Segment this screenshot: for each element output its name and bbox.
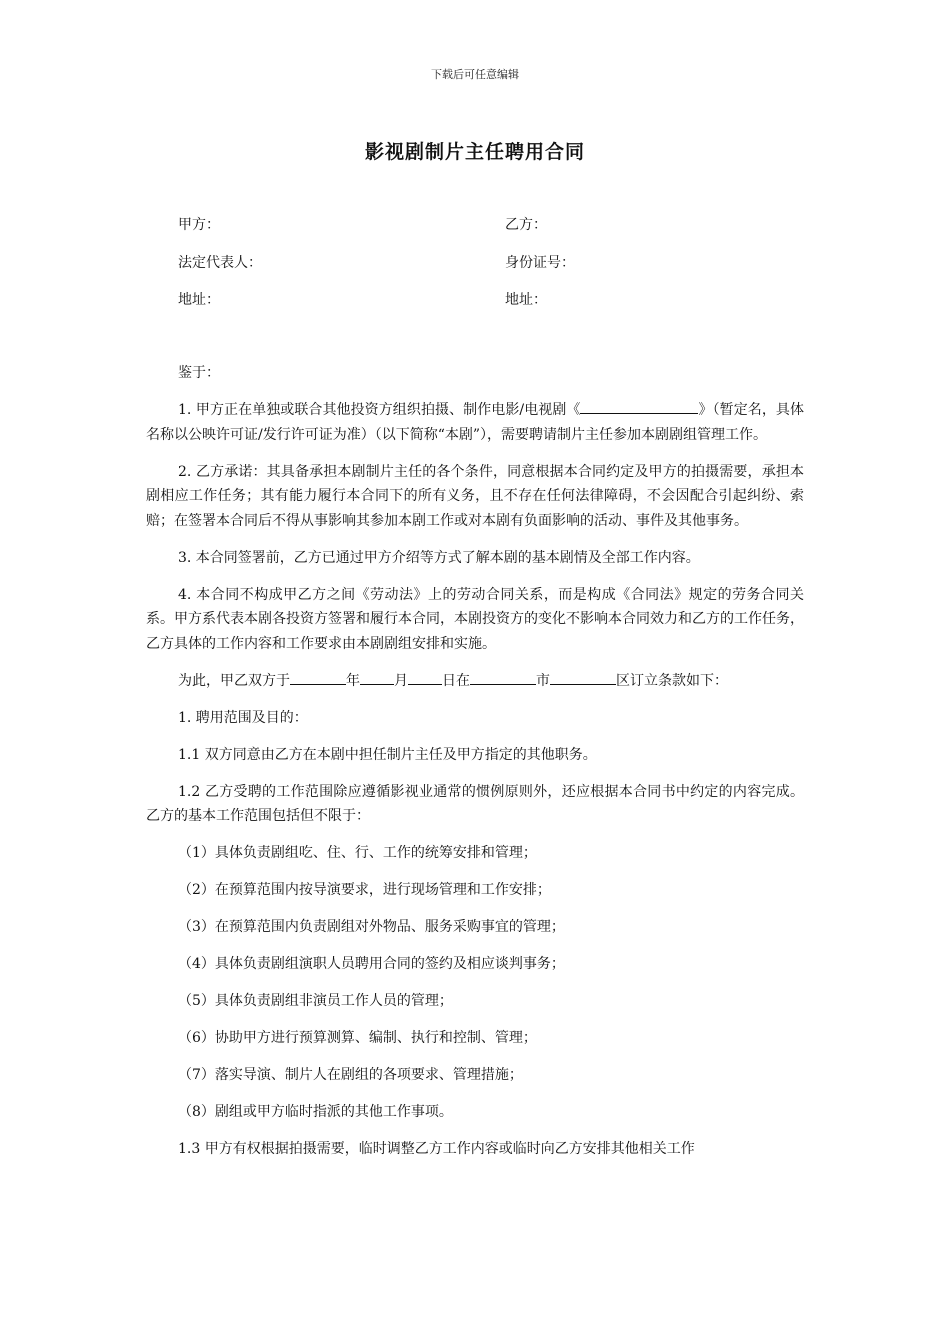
address-a-label: 地址：: [178, 292, 220, 308]
agreement-line: [146, 669, 804, 694]
agreement-text-1: 为此，甲乙双方于: [178, 672, 290, 689]
clause-1-3: 1.3 甲方有权根据拍摄需要，临时调整乙方工作内容或临时向乙方安排其他相关工作: [178, 1141, 695, 1157]
page-header: 下载后可任意编辑: [431, 68, 519, 81]
recital-1: [146, 398, 804, 447]
clause-1-2: 1.2 乙方受聘的工作范围除应遵循影视业通常的惯例原则外，还应根据本合同书中约定的内容完成。乙方的基本工作范围包括但不限于：: [146, 783, 804, 824]
district-blank: [550, 669, 616, 685]
recital-2: 2. 乙方承诺：其具备承担本剧制片主任的各个条件，同意根据本合同约定及甲方的拍摄需要，承担本剧相应工作任务；其有能力履行本合同下的所有义务，且不存在任何法律障碍，不会因配合引起纠纷、索赔；在签署本合同后不得从事影响其参加本剧工作或对本剧有负面影响的活动、事件及其他事务。: [146, 463, 804, 529]
day-blank: [408, 669, 442, 685]
agreement-text-4: 日在: [442, 672, 470, 689]
contract-title: 影视剧制片主任聘用合同: [364, 141, 585, 163]
drama-title-blank: [580, 398, 698, 414]
month-blank: [360, 669, 394, 685]
recital-3: 3. 本合同签署前，乙方已通过甲方介绍等方式了解本剧的基本剧情及全部工作内容。: [178, 549, 700, 566]
party-a-label: 甲方：: [178, 217, 220, 233]
duty-item: （5）具体负责剧组非演员工作人员的管理；: [178, 993, 453, 1009]
address-b-label: 地址：: [505, 292, 547, 308]
duty-item: （3）在预算范围内负责剧组对外物品、服务采购事宜的管理；: [178, 919, 565, 935]
agreement-text-5: 市: [536, 672, 550, 689]
contract-body: [146, 361, 804, 1174]
agreement-text-3: 月: [394, 672, 408, 689]
agreement-text-6: 区订立条款如下：: [616, 672, 728, 689]
city-blank: [470, 669, 536, 685]
id-number-label: 身份证号：: [505, 255, 575, 271]
agreement-text-2: 年: [346, 672, 360, 689]
duty-item: （8）剧组或甲方临时指派的其他工作事项。: [178, 1104, 453, 1120]
duty-item: （7）落实导演、制片人在剧组的各项要求、管理措施；: [178, 1067, 523, 1083]
recital-4: 4. 本合同不构成甲乙方之间《劳动法》上的劳动合同关系，而是构成《合同法》规定的劳务合同关系。甲方系代表本剧各投资方签署和履行本合同，本剧投资方的变化不影响本合同效力和乙方的工作任务，乙方具体的工作内容和工作要求由本剧剧组安排和实施。: [146, 586, 804, 652]
clause-1-1: 1.1 双方同意由乙方在本剧中担任制片主任及甲方指定的其他职务。: [178, 746, 597, 763]
duty-item: （2）在预算范围内按导演要求，进行现场管理和工作安排；: [178, 882, 551, 898]
duty-item: （6）协助甲方进行预算测算、编制、执行和控制、管理；: [178, 1030, 537, 1046]
recital-intro: 鉴于：: [178, 365, 220, 381]
recital-1-text-b: 》（暂定名，具体名称以公映许可证/发行许可证为准）（以下简称“本剧”），需要聘请制片主任参加本剧剧组管理工作。: [146, 402, 805, 443]
duty-item: （1）具体负责剧组吃、住、行、工作的统筹安排和管理；: [178, 845, 537, 861]
duty-item: （4）具体负责剧组演职人员聘用合同的签约及相应谈判事务；: [178, 956, 565, 972]
party-b-label: 乙方：: [505, 217, 547, 233]
section-1-title: 1. 聘用范围及目的：: [178, 709, 308, 726]
legal-representative-label: 法定代表人：: [178, 255, 262, 271]
year-blank: [290, 669, 346, 685]
recital-1-text-a: 1. 甲方正在单独或联合其他投资方组织拍摄、制作电影/电视剧《: [178, 402, 581, 418]
